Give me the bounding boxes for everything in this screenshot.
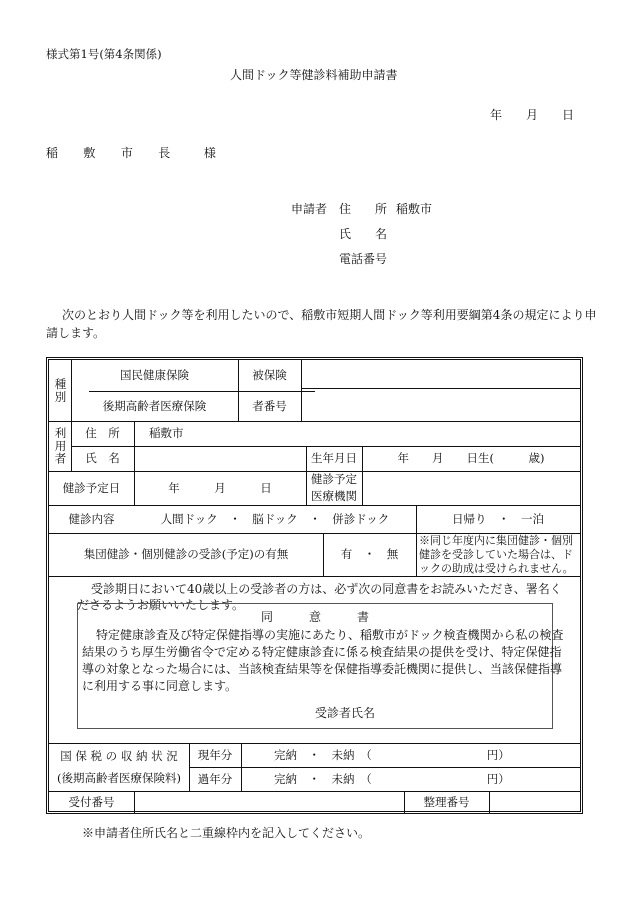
group-exam-options[interactable]: 有 ・ 無 bbox=[340, 547, 399, 561]
current-year-label: 現年分 bbox=[197, 747, 233, 762]
applicant-label: 申請者 bbox=[291, 202, 328, 216]
birth-date-value[interactable]: 年 月 日生( 歳) bbox=[397, 451, 545, 465]
date-day: 日 bbox=[562, 108, 575, 122]
document-title: 人間ドック等健診料補助申請書 bbox=[230, 68, 398, 82]
applicant-phone-label: 電話番号 bbox=[339, 252, 388, 266]
consent-box bbox=[77, 603, 564, 729]
exam-content-label: 健診内容 bbox=[68, 511, 115, 526]
consent-intro-1: 受診期日において40歳以上の受診者の方は、必ず次の同意書をお読みいただき、署名く bbox=[91, 582, 562, 596]
applicant-address-value[interactable]: 稲敷市 bbox=[396, 202, 433, 216]
insurance-elderly-option[interactable]: 後期高齢者医療保険 bbox=[102, 398, 207, 413]
exam-facility-label-2: 医療機関 bbox=[311, 489, 357, 503]
exam-date-label: 健診予定日 bbox=[62, 480, 121, 495]
reference-number-label: 整理番号 bbox=[423, 795, 470, 809]
date-year: 年 bbox=[490, 108, 503, 122]
insured-number-label-1: 被保険 bbox=[252, 368, 287, 382]
group-exam-note: ※同じ年度内に集団健診・個別健診を受診していた場合は、ドックの助成は受けられません。 bbox=[419, 533, 574, 575]
intro-line-2: 請します。 bbox=[46, 326, 106, 340]
type-label: 種別 bbox=[53, 377, 68, 404]
current-year-payment[interactable]: 完納 ・ 未納 （ 円） bbox=[274, 747, 510, 762]
user-name-label: 氏 名 bbox=[85, 451, 120, 465]
exam-date-value[interactable]: 年 月 日 bbox=[168, 480, 272, 495]
form-number: 様式第1号(第4条関係) bbox=[46, 47, 162, 61]
group-exam-label: 集団健診・個別健診の受診(予定)の有無 bbox=[83, 547, 289, 561]
past-year-label: 過年分 bbox=[197, 771, 233, 786]
user-address-value[interactable]: 稲敷市 bbox=[149, 426, 184, 440]
tax-status-label: 国 保 税 の 収 納 状 況 bbox=[60, 748, 178, 763]
consent-body-3: 導の対象となった場合には、当該検査結果等を保健指導委託機関に提供し、当該保健指導 bbox=[82, 662, 563, 676]
user-label: 利用者 bbox=[53, 427, 68, 465]
consent-body-4: に利用する事に同意します。 bbox=[82, 679, 238, 693]
exam-content-options[interactable]: 人間ドック ・ 脳ドック ・ 併診ドック bbox=[160, 511, 390, 526]
footer-note: ※申請者住所氏名と二重線枠内を記入してください。 bbox=[82, 826, 371, 840]
insured-number-label-2: 者番号 bbox=[252, 398, 287, 413]
consent-intro-2: ださるようお願いいたします。 bbox=[77, 598, 245, 612]
past-year-payment[interactable]: 完納 ・ 未納 （ 円） bbox=[274, 771, 510, 786]
birth-date-label: 生年月日 bbox=[311, 451, 357, 465]
applicant-name-label: 氏 名 bbox=[339, 227, 388, 241]
stay-options[interactable]: 日帰り ・ 一泊 bbox=[452, 511, 544, 526]
intro-line-1: 次のとおり人間ドック等を利用したいので、稲敷市短期人間ドック等利用要綱第4条の規定により申 bbox=[62, 308, 597, 322]
tax-status-sublabel: (後期高齢者医療保険料) bbox=[57, 770, 181, 785]
consent-title: 同 意 書 bbox=[260, 610, 369, 624]
consent-signature-label: 受診者氏名 bbox=[315, 706, 376, 720]
date-month: 月 bbox=[526, 108, 539, 122]
exam-facility-label-1: 健診予定 bbox=[311, 472, 357, 486]
applicant-address-label: 住 所 bbox=[339, 202, 388, 216]
receipt-number-label: 受付番号 bbox=[68, 795, 115, 809]
consent-body-1: 特定健康診査及び特定保健指導の実施にあたり、稲敷市がドック検査機関から私の検査 bbox=[96, 628, 564, 642]
application-table bbox=[46, 357, 583, 814]
insurance-national-option[interactable]: 国民健康保険 bbox=[120, 368, 189, 382]
consent-body-2: 結果のうち厚生労働省令で定める特定健康診査に係る検査結果の提供を受け、特定保健指 bbox=[82, 645, 562, 659]
addressee: 稲 敷 市 長 様 bbox=[46, 146, 227, 160]
user-address-label: 住 所 bbox=[85, 426, 120, 440]
